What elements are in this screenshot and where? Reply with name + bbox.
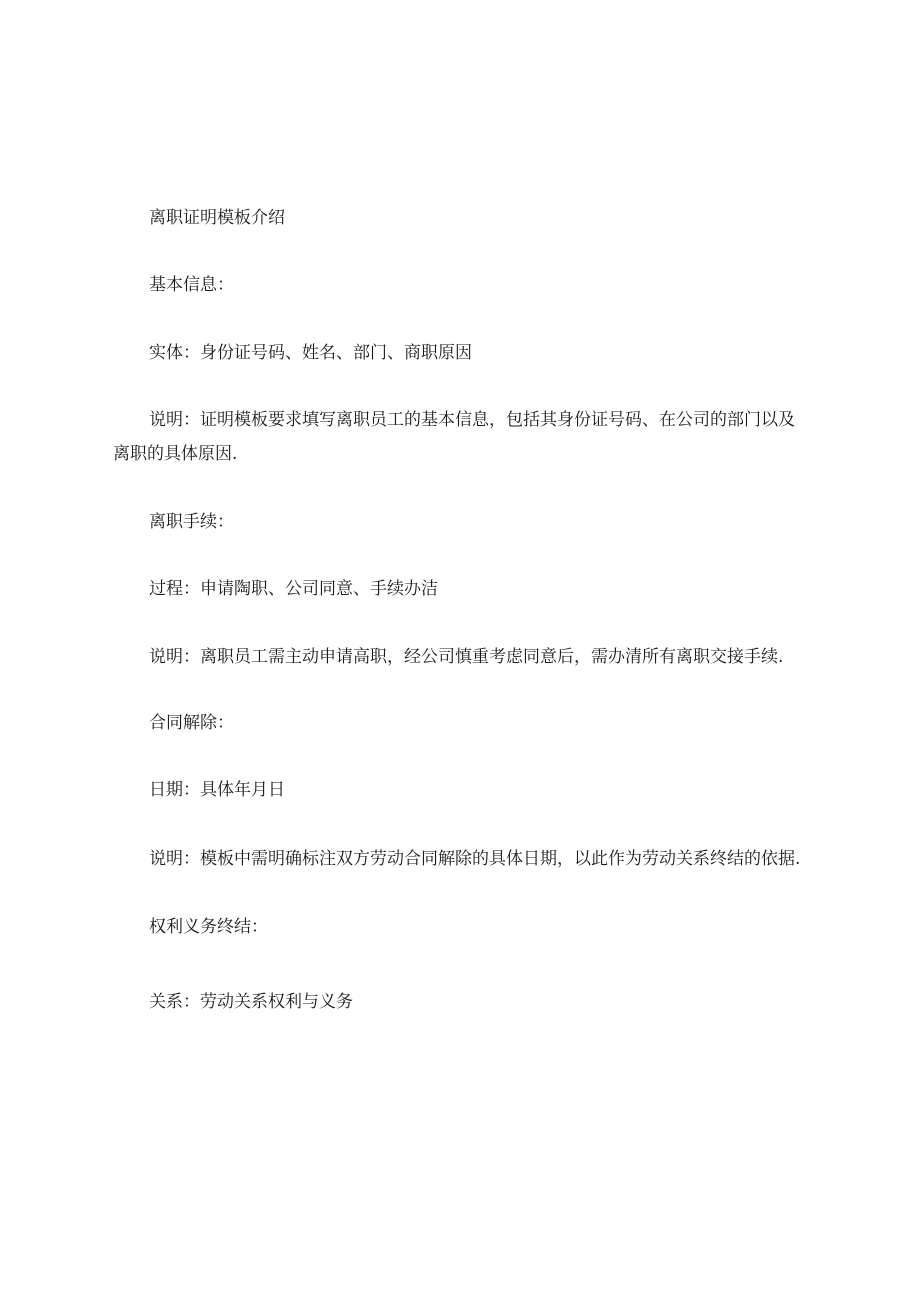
section-heading-resignation-procedure: 离职手续： xyxy=(149,512,234,532)
section-heading-contract-termination: 合同解除： xyxy=(149,713,234,733)
section-heading-rights-obligations: 权利义务终结： xyxy=(149,917,268,937)
termination-date: 日期：具体年月日 xyxy=(149,780,285,800)
procedure-description: 说明：离职员工需主动申请高职，经公司慎重考虑同意后，需办清所有离职交接手续. xyxy=(149,647,784,667)
section-heading-basic-info: 基本信息： xyxy=(149,275,234,295)
procedure-process: 过程：申请陶职、公司同意、手续办洁 xyxy=(149,579,438,599)
document-title: 离职证明模板介绍 xyxy=(149,208,285,228)
rights-obligations-relationship: 关系：劳动关系权利与义务 xyxy=(149,992,353,1012)
termination-description: 说明：模板中需明确标注双方劳动合同解除的具体日期，以此作为劳动关系终结的依据. xyxy=(149,849,801,869)
basic-info-entity: 实体：身份证号码、姓名、部门、商职原因 xyxy=(149,343,472,363)
basic-info-description: 说明：证明模板要求填写离职员工的基本信息，包括其身份证号码、在公司的部门以及离职的具体原因. xyxy=(113,410,795,464)
